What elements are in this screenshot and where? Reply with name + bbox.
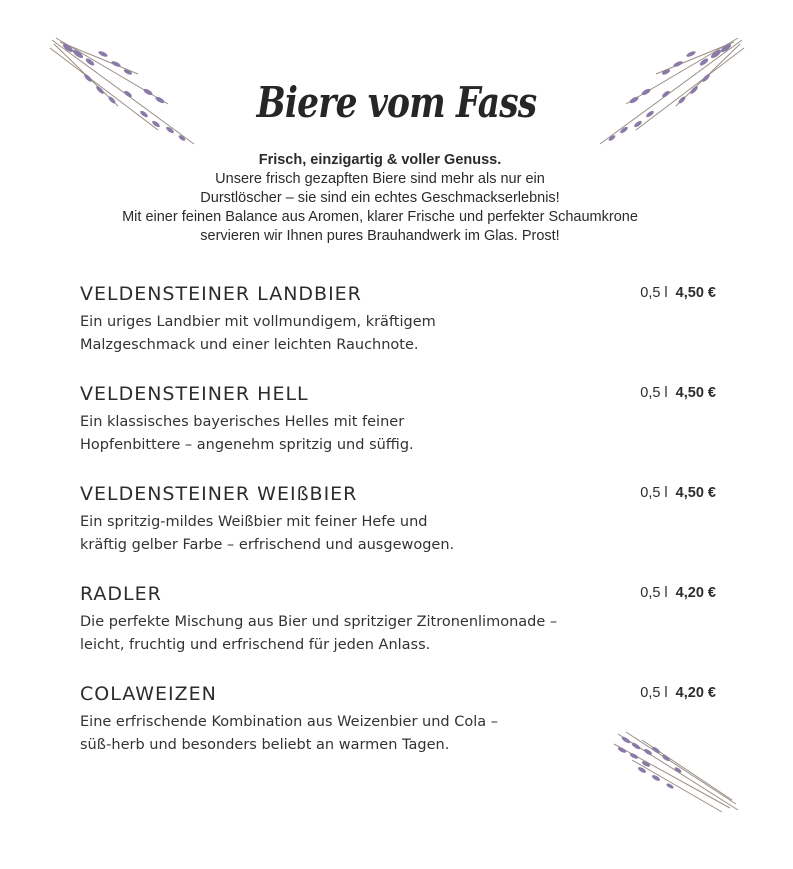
item-price [640, 385, 716, 401]
intro-line: Mit einer feinen Balance aus Aromen, klarer Frische und perfekter Schaumkrone [122, 209, 638, 225]
item-description-line: süß-herb und besonders beliebt an warmen Tagen. [80, 737, 450, 753]
item-description [80, 611, 600, 657]
item-description-line: kräftig gelber Farbe – erfrischend und ausgewogen. [80, 537, 455, 553]
item-amount: 4,20 € [675, 585, 716, 601]
intro-line: Durstlöscher – sie sind ein echtes Geschmackserlebnis! [200, 190, 560, 206]
menu-item [80, 582, 720, 682]
item-description [80, 511, 600, 557]
item-volume: 0,5 l [640, 285, 668, 301]
page-title: Biere vom Fass [256, 78, 537, 127]
item-description-line: Hopfenbittere – angenehm spritzig und süffig. [80, 437, 414, 453]
item-price [640, 685, 716, 701]
item-volume: 0,5 l [640, 485, 668, 501]
item-amount: 4,50 € [675, 485, 716, 501]
item-description [80, 411, 600, 457]
item-description-line: Ein klassisches bayerisches Helles mit feiner [80, 414, 405, 430]
beer-menu [80, 282, 720, 782]
item-description-line: Ein uriges Landbier mit vollmundigem, kräftigem [80, 314, 436, 330]
item-name: VELDENSTEINER HELL [80, 383, 309, 405]
item-name: VELDENSTEINER LANDBIER [80, 283, 362, 305]
intro-lead: Frisch, einzigartig & voller Genuss. [258, 152, 502, 168]
item-description-line: Ein spritzig-mildes Weißbier mit feiner Hefe und [80, 514, 428, 530]
item-description [80, 311, 600, 357]
item-volume: 0,5 l [640, 385, 668, 401]
item-price [640, 485, 716, 501]
item-description-line: Eine erfrischende Kombination aus Weizenbier und Cola – [80, 714, 499, 730]
item-description-line: Die perfekte Mischung aus Bier und spritziger Zitronenlimonade – [80, 614, 558, 630]
menu-item [80, 282, 720, 382]
item-volume: 0,5 l [640, 685, 668, 701]
item-price [640, 285, 716, 301]
intro-line: Unsere frisch gezapften Biere sind mehr als nur ein [215, 171, 545, 187]
item-description [80, 711, 600, 757]
intro-text [0, 151, 760, 246]
item-description-line: Malzgeschmack und einer leichten Rauchnote. [80, 337, 419, 353]
menu-item [80, 682, 720, 782]
item-name: VELDENSTEINER WEIßBIER [80, 483, 358, 505]
menu-item [80, 382, 720, 482]
item-amount: 4,50 € [675, 385, 716, 401]
item-amount: 4,50 € [675, 285, 716, 301]
menu-item [80, 482, 720, 582]
item-description-line: leicht, fruchtig und erfrischend für jeden Anlass. [80, 637, 431, 653]
item-name: COLAWEIZEN [80, 683, 217, 705]
item-volume: 0,5 l [640, 585, 668, 601]
intro-line: servieren wir Ihnen pures Brauhandwerk im Glas. Prost! [200, 228, 560, 244]
item-name: RADLER [80, 583, 162, 605]
item-amount: 4,20 € [675, 685, 716, 701]
item-price [640, 585, 716, 601]
